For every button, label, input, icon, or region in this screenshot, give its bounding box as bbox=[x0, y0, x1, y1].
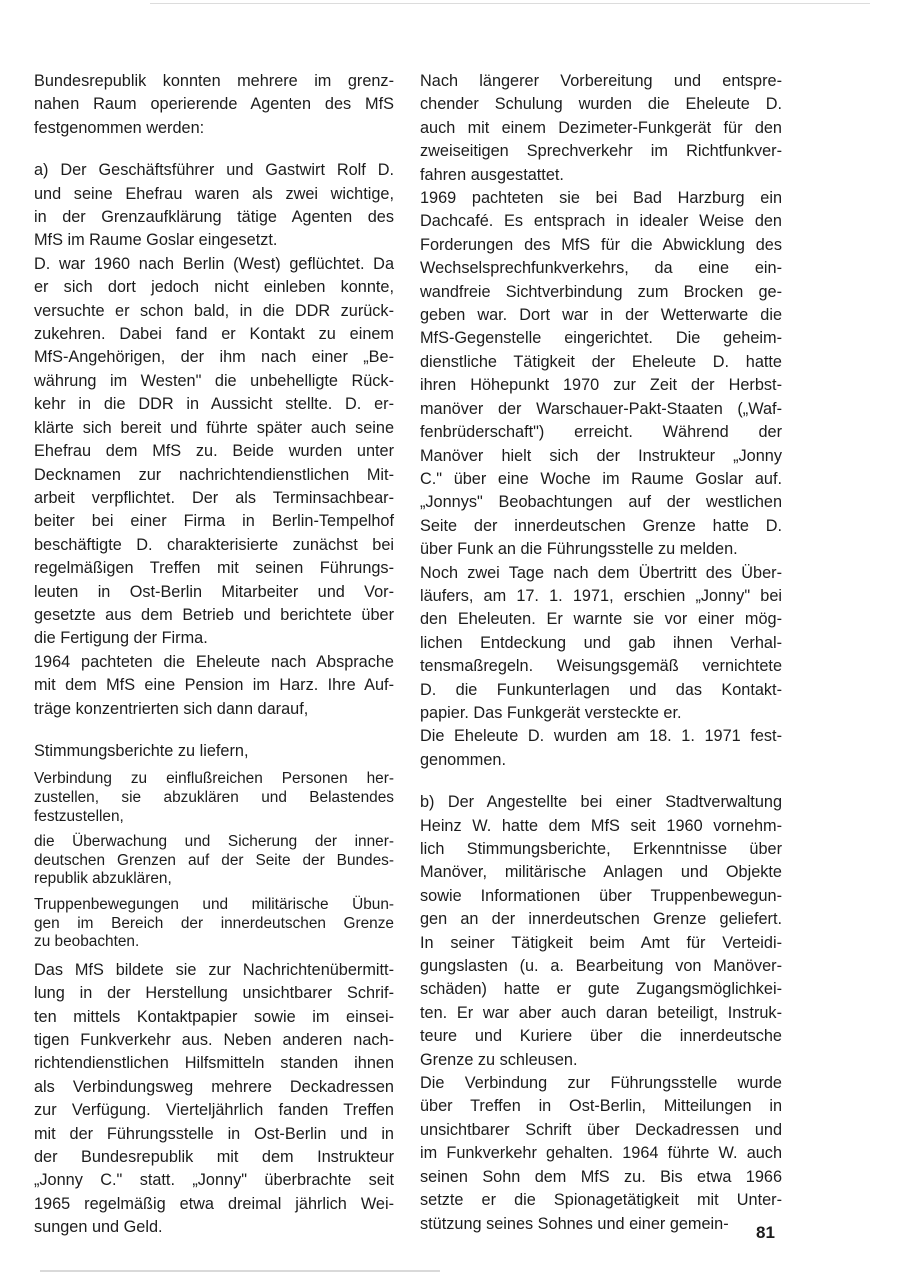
text-line: über Treffen in Ost-Berlin, Mitteilungen in bbox=[420, 1097, 782, 1116]
text-line: gen im Bereich der innerdeutschen Grenze bbox=[34, 914, 394, 932]
page-number: 81 bbox=[756, 1223, 775, 1242]
paragraph bbox=[420, 562, 782, 726]
text-line: Forderungen des MfS für die Abwicklung des bbox=[420, 235, 782, 254]
text-line: D. war 1960 nach Berlin (West) geflüchtet. Da bbox=[34, 254, 394, 273]
text-line: er sich dort jedoch nicht einleben konnte, bbox=[34, 278, 394, 297]
text-line: genommen. bbox=[420, 750, 506, 769]
text-line: festzustellen, bbox=[34, 807, 124, 825]
text-line: Manöver, militärische Anlagen und Objekte bbox=[420, 863, 782, 882]
text-line: im Funkverkehr gehalten. 1964 führte W. auch bbox=[420, 1144, 782, 1163]
text-line: über Funk an die Führungsstelle zu melden. bbox=[420, 540, 738, 559]
text-line: Heinz W. hatte dem MfS seit 1960 vornehm- bbox=[420, 816, 782, 835]
text-line: stützung seines Sohnes und einer gemein- bbox=[420, 1214, 729, 1233]
text-line: 1964 pachteten die Eheleute nach Absprache bbox=[34, 652, 394, 671]
text-line: gungslasten (u. a. Bearbeitung von Manöver- bbox=[420, 957, 782, 976]
text-line: zustellen, sie abzuklären und Belastendes bbox=[34, 788, 394, 806]
text-line: Manöver hielt sich der Instrukteur „Jonny bbox=[420, 446, 782, 465]
text-line: und seine Ehefrau waren als zwei wichtige, bbox=[34, 184, 394, 203]
right-column bbox=[420, 70, 782, 1236]
text-line: leuten in Ost-Berlin Mitarbeiter und Vor- bbox=[34, 582, 394, 601]
text-line: dienstliche Tätigkeit der Eheleute D. hatte bbox=[420, 352, 782, 371]
text-line: 1965 regelmäßig etwa dreimal jährlich Wei- bbox=[34, 1194, 394, 1213]
text-line: tigen Funkverkehr aus. Neben anderen nach- bbox=[34, 1030, 394, 1049]
text-line: deutschen Grenzen auf der Seite der Bundes- bbox=[34, 851, 394, 869]
text-line: „Jonny C." statt. „Jonny" überbrachte seit bbox=[34, 1171, 394, 1190]
text-line: manöver der Warschauer-Pakt-Staaten („Waf- bbox=[420, 399, 782, 418]
text-line: mit dem MfS eine Pension im Harz. Ihre Auf- bbox=[34, 676, 394, 695]
text-line: die Überwachung und Sicherung der inner- bbox=[34, 833, 394, 851]
text-line: seinen Sohn dem MfS zu. Bis etwa 1966 bbox=[420, 1167, 782, 1186]
text-line: geben war. Dort war in der Wetterwarte die bbox=[420, 306, 782, 325]
text-line: die Fertigung der Firma. bbox=[34, 629, 208, 648]
text-line: gen an der innerdeutschen Grenze geliefert. bbox=[420, 910, 782, 929]
paragraph bbox=[420, 187, 782, 562]
text-line: zur Verfügung. Vierteljährlich fanden Treffen bbox=[34, 1101, 394, 1120]
text-line: lichen Entdeckung und gab ihnen Verhal- bbox=[420, 633, 782, 652]
text-line: lung in der Herstellung unsichtbarer Schrif- bbox=[34, 984, 394, 1003]
text-line: klärte sich bereit und führte später auch seine bbox=[34, 418, 394, 437]
text-line: zweiseitigen Sprechverkehr im Richtfunkver- bbox=[420, 142, 782, 161]
text-line: ten. Er war aber auch daran beteiligt, Instruk- bbox=[420, 1003, 782, 1022]
text-line: fahren ausgestattet. bbox=[420, 165, 564, 184]
list-item bbox=[34, 770, 394, 826]
text-line: MfS-Gegenstelle eingerichtet. Die geheim- bbox=[420, 329, 782, 348]
text-line: D. die Funkunterlagen und das Kontakt- bbox=[420, 680, 782, 699]
text-line: arbeit verpflichtet. Der als Terminsachbear- bbox=[34, 488, 394, 507]
text-line: Truppenbewegungen und militärische Übun- bbox=[34, 895, 394, 913]
text-line: richtendienstlichen Hilfsmitteln standen ihnen bbox=[34, 1054, 394, 1073]
text-line: MfS-Angehörigen, der ihm nach einer „Be- bbox=[34, 348, 394, 367]
scan-edge-top bbox=[150, 3, 870, 4]
text-line: beschäftigte D. charakterisierte zunächst bei bbox=[34, 535, 394, 554]
paragraph bbox=[34, 70, 394, 140]
text-line: wandfreie Sichtverbindung zum Brocken ge- bbox=[420, 282, 782, 301]
text-line: Nach längerer Vorbereitung und entspre- bbox=[420, 72, 782, 90]
text-line: zu beobachten. bbox=[34, 933, 140, 951]
text-line: b) Der Angestellte bei einer Stadtverwaltung bbox=[420, 793, 782, 812]
text-line: C." über eine Woche im Raume Goslar auf. bbox=[420, 469, 782, 488]
text-line: setzte er die Spionagetätigkeit mit Unter- bbox=[420, 1191, 782, 1210]
text-line: tensmaßregeln. Weisungsgemäß vernichtete bbox=[420, 657, 782, 676]
text-line: 1969 pachteten sie bei Bad Harzburg ein bbox=[420, 189, 782, 208]
text-line: unsichtbarer Schrift über Deckadressen und bbox=[420, 1120, 782, 1139]
text-line: sungen und Geld. bbox=[34, 1218, 163, 1237]
text-line: festgenommen werden: bbox=[34, 118, 205, 137]
text-line: träge konzentrierten sich dann darauf, bbox=[34, 699, 309, 718]
text-line: versuchte er schon bald, in die DDR zurück- bbox=[34, 301, 394, 320]
text-line: ihren Höhepunkt 1970 zur Zeit der Herbst- bbox=[420, 376, 782, 395]
text-line: chender Schulung wurden die Eheleute D. bbox=[420, 95, 782, 114]
text-line: Noch zwei Tage nach dem Übertritt des Über- bbox=[420, 563, 782, 582]
text-line: regelmäßigen Treffen mit seinen Führungs- bbox=[34, 559, 394, 578]
paragraph bbox=[34, 159, 394, 253]
text-line: Verbindung zu einflußreichen Personen her- bbox=[34, 770, 394, 788]
text-line: als Verbindungsweg mehrere Deckadressen bbox=[34, 1077, 394, 1096]
text-line: a) Der Geschäftsführer und Gastwirt Rolf D. bbox=[34, 161, 394, 180]
left-column bbox=[34, 70, 394, 1240]
text-line: sowie Informationen über Truppenbewegun- bbox=[420, 886, 782, 905]
text-line: Decknamen zur nachrichtendienstlichen Mit- bbox=[34, 465, 394, 484]
text-line: Wechselsprechfunkverkehrs, da eine ein- bbox=[420, 259, 782, 278]
paragraph bbox=[420, 1072, 782, 1236]
paragraph bbox=[34, 253, 394, 651]
paragraph bbox=[420, 725, 782, 772]
text-line: den Eheleuten. Er warnte sie vor einer mög- bbox=[420, 610, 782, 629]
paragraph bbox=[34, 651, 394, 721]
text-line: Grenze zu schleusen. bbox=[420, 1050, 578, 1069]
paragraph bbox=[34, 959, 394, 1240]
text-line: MfS im Raume Goslar eingesetzt. bbox=[34, 231, 278, 250]
scan-edge-bottom bbox=[40, 1270, 440, 1272]
text-line: der Bundesrepublik mit dem Instrukteur bbox=[34, 1147, 394, 1166]
text-line: schäden) hatte er gute Zugangsmöglichkei- bbox=[420, 980, 782, 999]
text-line: Die Eheleute D. wurden am 18. 1. 1971 fest- bbox=[420, 727, 782, 746]
text-line: kehr in die DDR in Aussicht stellte. D. er- bbox=[34, 395, 394, 414]
text-line: nahen Raum operierende Agenten des MfS bbox=[34, 95, 394, 114]
list-item bbox=[34, 833, 394, 889]
text-line: in der Grenzaufklärung tätige Agenten des bbox=[34, 208, 394, 227]
text-line: Dachcafé. Es entsprach in idealer Weise den bbox=[420, 212, 782, 231]
text-line: Die Verbindung zur Führungsstelle wurde bbox=[420, 1074, 782, 1093]
paragraph bbox=[420, 791, 782, 1072]
text-line: „Jonnys" Beobachtungen auf der westlichen bbox=[420, 493, 782, 512]
text-line: ten mittels Kontaktpapier sowie im einsei- bbox=[34, 1007, 394, 1026]
text-line: beiter bei einer Firma in Berlin-Tempelhof bbox=[34, 512, 394, 531]
text-line: Das MfS bildete sie zur Nachrichtenübermitt- bbox=[34, 960, 394, 979]
text-line: Seite der innerdeutschen Grenze hatte D. bbox=[420, 516, 782, 535]
text-line: fenbrüderschaft") erreicht. Während der bbox=[420, 423, 782, 442]
text-line: teure und Kuriere über die innerdeutsche bbox=[420, 1027, 782, 1046]
text-line: Ehefrau dem MfS zu. Beide wurden unter bbox=[34, 442, 394, 461]
text-line: republik abzuklären, bbox=[34, 870, 172, 888]
paragraph bbox=[420, 70, 782, 187]
text-line: währung im Westen" die unbehelligte Rück- bbox=[34, 371, 394, 390]
text-line: In seiner Tätigkeit beim Amt für Verteidi- bbox=[420, 933, 782, 952]
text-line: gesetzte aus dem Betrieb und berichtete über bbox=[34, 605, 394, 624]
text-line: Bundesrepublik konnten mehrere im grenz- bbox=[34, 72, 394, 90]
text-line: lich Stimmungsberichte, Erkenntnisse über bbox=[420, 840, 782, 858]
list-item bbox=[34, 896, 394, 952]
text-line: läufers, am 17. 1. 1971, erschien „Jonny" bei bbox=[420, 586, 782, 605]
text-line: Stimmungsberichte zu liefern, bbox=[34, 741, 249, 760]
text-line: papier. Das Funkgerät versteckte er. bbox=[420, 703, 682, 722]
list-item bbox=[34, 740, 394, 763]
text-line: auch mit einem Dezimeter-Funkgerät für den bbox=[420, 118, 782, 137]
text-line: zukehren. Dabei fand er Kontakt zu einem bbox=[34, 325, 394, 344]
text-line: mit der Führungsstelle in Ost-Berlin und in bbox=[34, 1124, 394, 1143]
